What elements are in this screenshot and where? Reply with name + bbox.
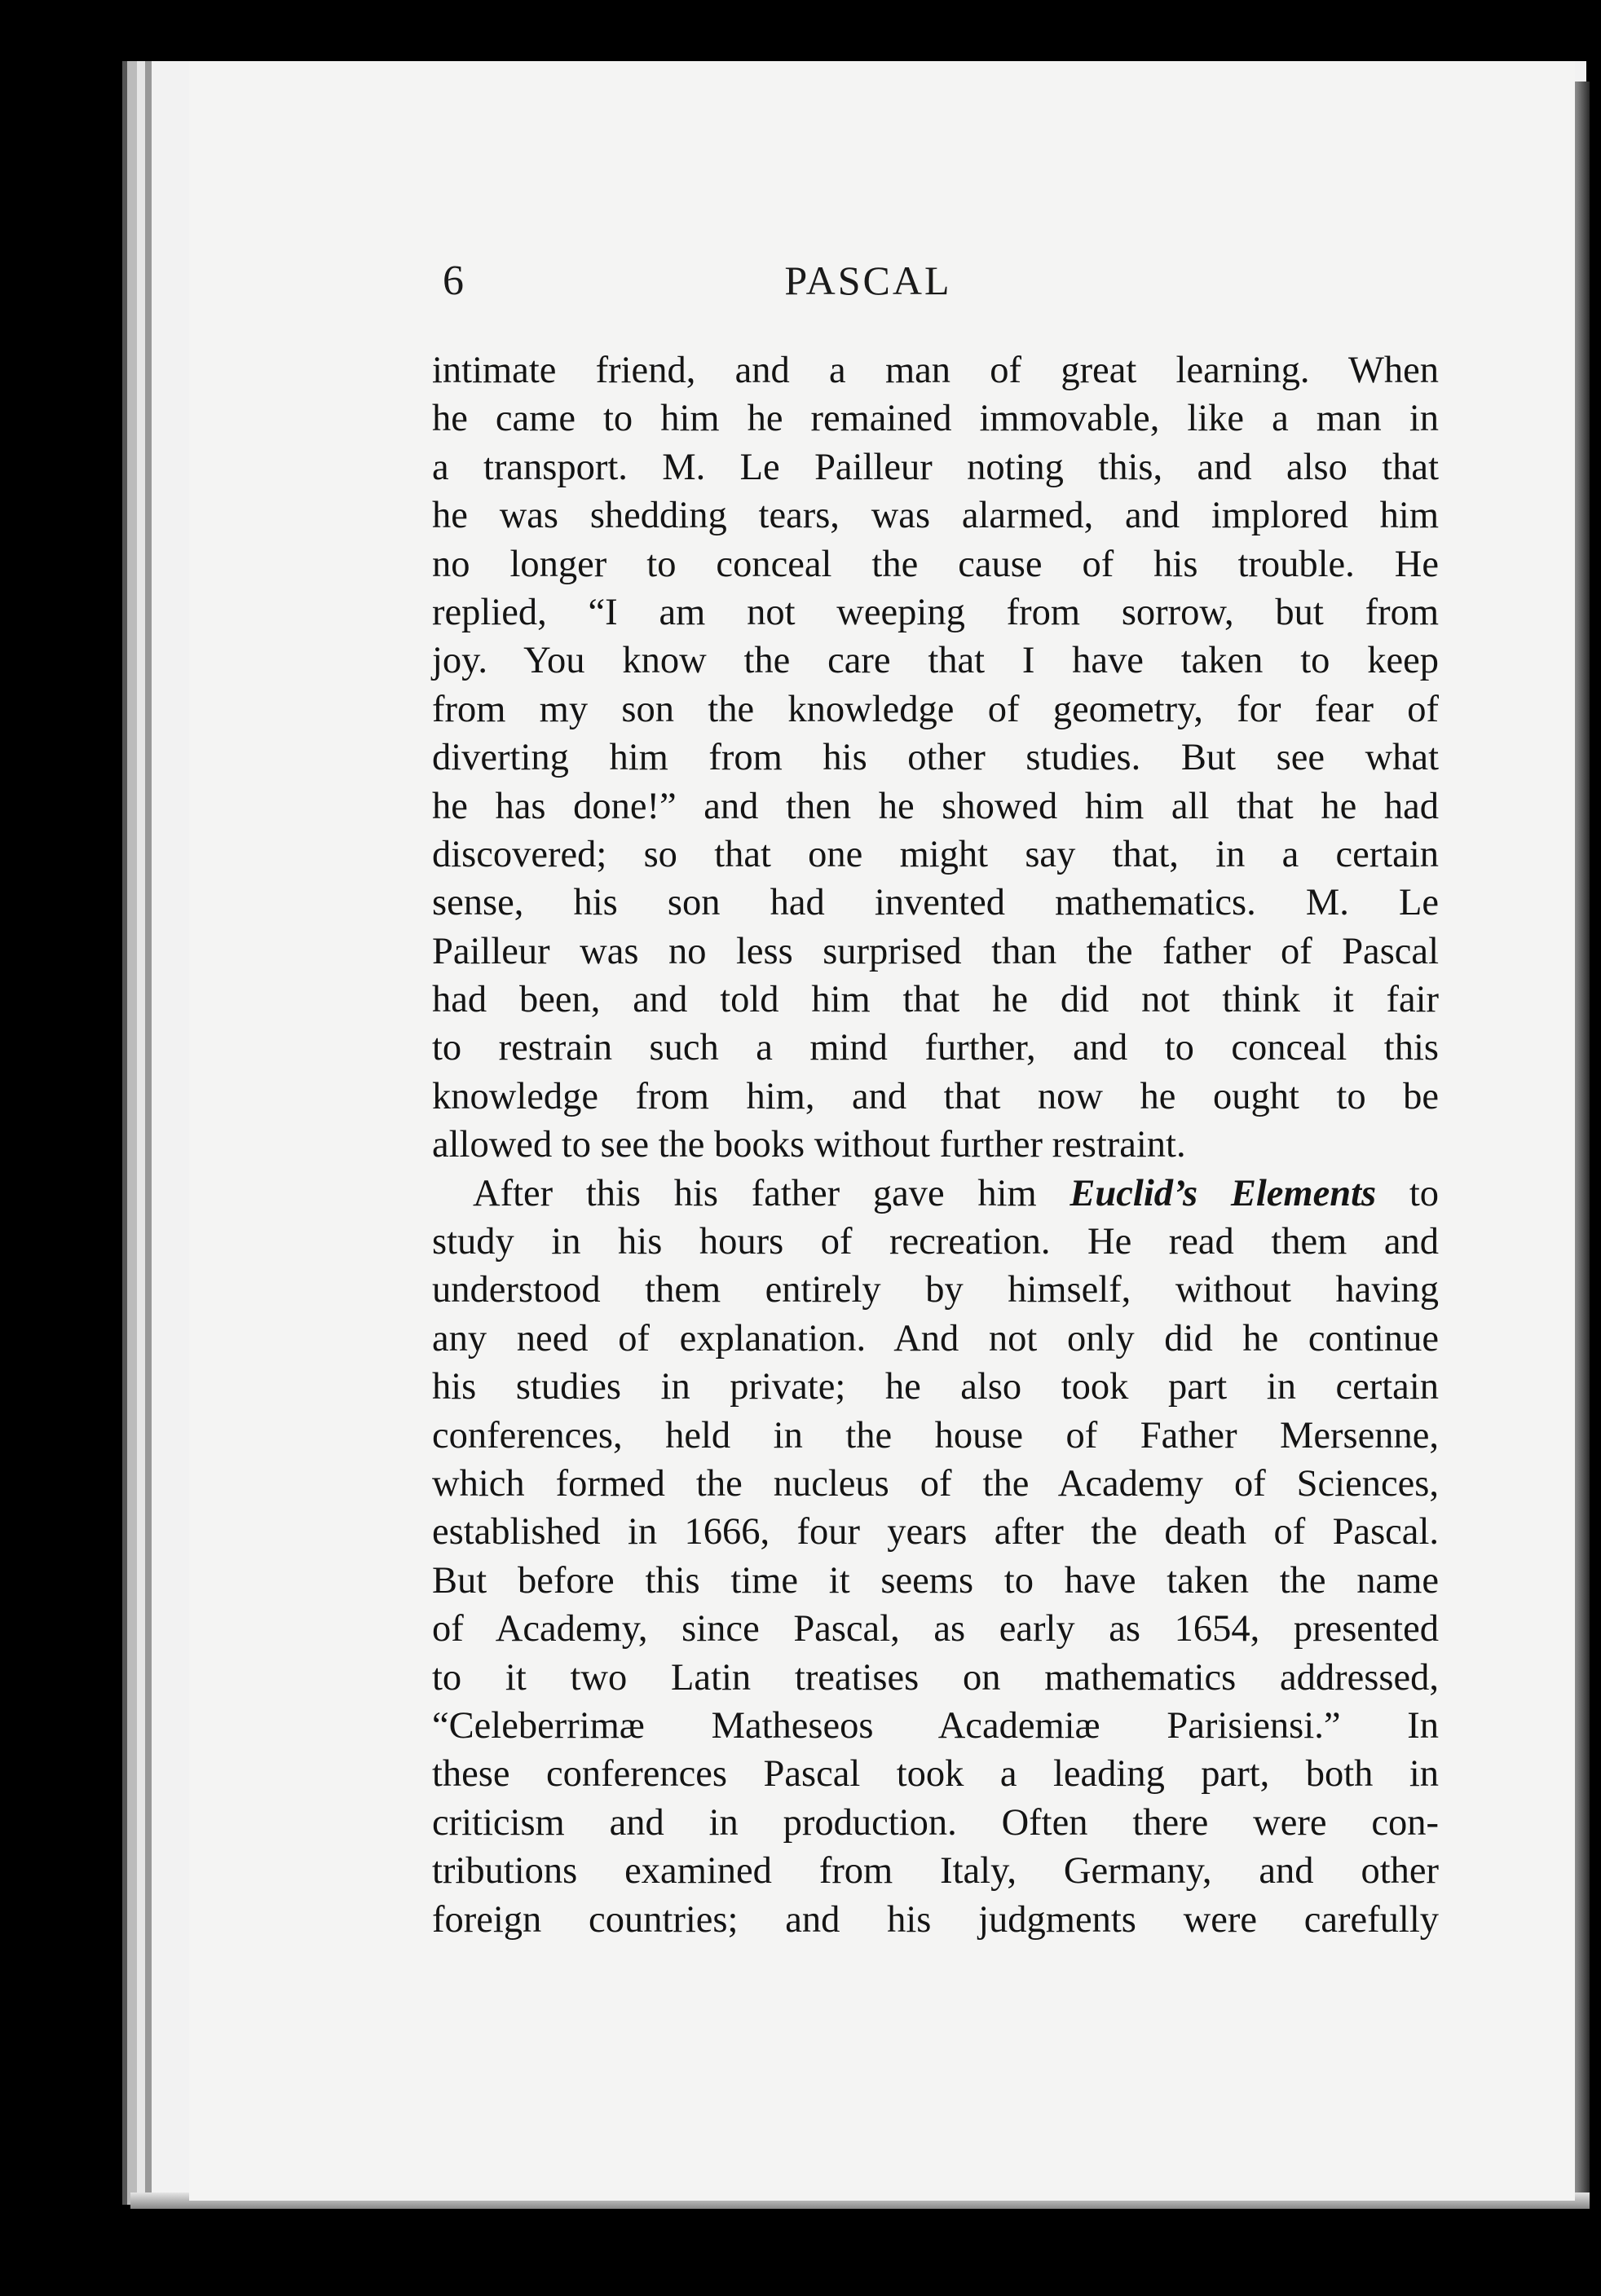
text-line: he was shedding tears, was alarmed, and implored him bbox=[432, 495, 1439, 537]
text-run: to bbox=[1376, 1172, 1440, 1214]
text-line: study in his hours of recreation. He read them and bbox=[432, 1221, 1439, 1263]
text-line: Pailleur was no less surprised than the father of Pascal bbox=[432, 930, 1439, 972]
text-line: any need of explanation. And not only did he continue bbox=[432, 1317, 1439, 1360]
text-line: from my son the knowledge of geometry, for fear of bbox=[432, 688, 1439, 730]
paragraph-2-first-line bbox=[432, 1170, 1439, 1218]
text-line: allowed to see the books without further restraint. bbox=[432, 1124, 1186, 1166]
text-line: established in 1666, four years after the death of Pascal. bbox=[432, 1511, 1439, 1553]
text-line: tributions examined from Italy, Germany, and other bbox=[432, 1850, 1439, 1893]
text-line: of Academy, since Pascal, as early as 1654, presented bbox=[432, 1608, 1439, 1650]
text-line: a transport. M. Le Pailleur noting this, and also that bbox=[432, 446, 1439, 488]
running-head: PASCAL bbox=[784, 258, 952, 303]
page-number: 6 bbox=[443, 258, 464, 304]
text-run: After this his father gave him bbox=[473, 1172, 1070, 1214]
text-line: had been, and told him that he did not think it fair bbox=[432, 979, 1439, 1021]
text-line: he has done!” and then he showed him all that he had bbox=[432, 785, 1439, 827]
text-line: intimate friend, and a man of great learning. When bbox=[432, 350, 1439, 391]
text-line: discovered; so that one might say that, in a certain bbox=[432, 833, 1439, 875]
body-text bbox=[432, 346, 1439, 1944]
text-line: criticism and in production. Often there were con- bbox=[432, 1801, 1439, 1844]
text-line: which formed the nucleus of the Academy of Sciences, bbox=[432, 1462, 1439, 1505]
text-line: his studies in private; he also took part in certain bbox=[432, 1366, 1439, 1408]
text-line: sense, his son had invented mathematics. M. Le bbox=[432, 882, 1439, 924]
text-line: joy. You know the care that I have taken to keep bbox=[432, 640, 1439, 682]
text-line: diverting him from his other studies. But see what bbox=[432, 737, 1439, 779]
book-title-italic: Euclid’s Elements bbox=[1070, 1172, 1377, 1214]
text-line: replied, “I am not weeping from sorrow, but from bbox=[432, 591, 1439, 633]
text-line: he came to him he remained immovable, like a man in bbox=[432, 398, 1439, 440]
text-line: no longer to conceal the cause of his trouble. He bbox=[432, 543, 1439, 585]
text-line: understood them entirely by himself, without having bbox=[432, 1269, 1439, 1311]
text-line: “Celeberrimæ Matheseos Academiæ Parisiensi.” In bbox=[432, 1704, 1439, 1747]
text-line: conferences, held in the house of Father Mersenne, bbox=[432, 1414, 1439, 1456]
text-line: But before this time it seems to have taken the name bbox=[432, 1559, 1439, 1602]
text-line: knowledge from him, and that now he ought to be bbox=[432, 1075, 1439, 1117]
text-line: to restrain such a mind further, and to conceal this bbox=[432, 1027, 1439, 1069]
text-line: these conferences Pascal took a leading part, both in bbox=[432, 1753, 1439, 1796]
text-line: to it two Latin treatises on mathematics addressed, bbox=[432, 1656, 1439, 1699]
page-header bbox=[249, 257, 1431, 322]
text-line: foreign countries; and his judgments were carefully bbox=[432, 1898, 1439, 1941]
